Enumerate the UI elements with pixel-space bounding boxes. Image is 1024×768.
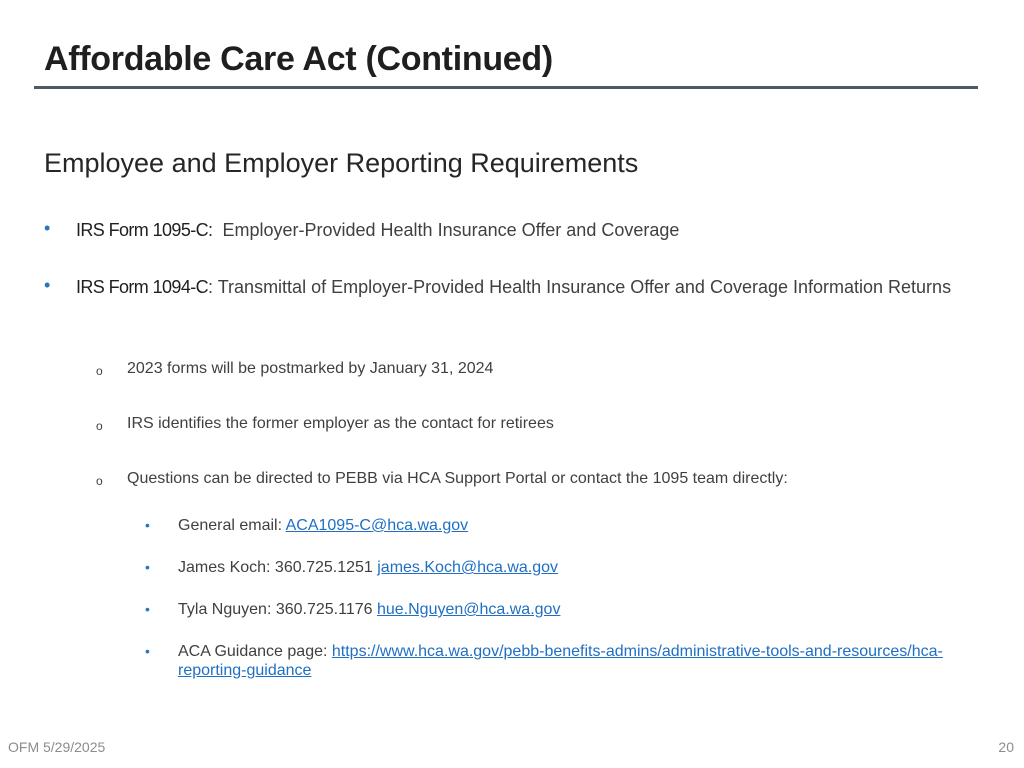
page-number: 20 [998,739,1014,755]
bullet-label: IRS Form 1095-C: [76,220,213,240]
footer-date: OFM 5/29/2025 [8,739,106,755]
bullet-dot-icon: • [145,601,150,617]
contact-label: James Koch: 360.725.1251 [178,559,378,576]
bullet-form-1095c [44,218,964,243]
bullet-dot-icon: • [145,559,150,575]
james-koch-email-link[interactable]: james.Koch@hca.wa.gov [377,559,559,576]
contact-label: General email: [178,517,286,534]
bullet-text: : Transmittal of Employer-Provided Health Insurance Offer and Coverage Information Returns [208,277,952,297]
bullet-text: Employer-Provided Health Insurance Offer and Coverage [222,220,680,240]
bullet-dot-icon: • [44,218,51,238]
contact-james-koch [145,558,945,577]
circle-bullet-icon: o [96,364,103,378]
contact-general-email [145,516,945,535]
bullet-dot-icon: • [44,275,51,295]
aca-guidance-link[interactable]: https://www.hca.wa.gov/pebb-benefits-admins/administrative-tools-and-resources/hca-reporting-guidance [178,643,943,679]
circle-bullet-icon: o [96,474,103,488]
contact-tyla-nguyen [145,600,945,619]
contact-label: Tyla Nguyen: 360.725.1176 [178,601,377,618]
sub-item-text: Questions can be directed to PEBB via HCA Support Portal or contact the 1095 team directly: [127,470,788,487]
bullet-label: IRS Form 1094-C [76,277,209,297]
tyla-nguyen-email-link[interactable]: hue.Nguyen@hca.wa.gov [376,601,561,618]
title-divider [34,86,978,89]
sub-item [96,468,956,490]
sub-item [96,413,956,435]
bullet-form-1094c [44,275,964,300]
bullet-dot-icon: • [145,643,150,659]
contact-aca-guidance [145,642,945,680]
sub-item-text: 2023 forms will be postmarked by January 31, 2024 [127,360,494,377]
contact-label: ACA Guidance page: [178,643,332,660]
bullet-dot-icon: • [145,517,150,533]
general-email-link[interactable]: ACA1095-C@hca.wa.gov [285,517,469,534]
circle-bullet-icon: o [96,419,103,433]
sub-item [96,358,956,380]
sub-item-text: IRS identifies the former employer as the contact for retirees [127,415,554,432]
slide-title: Affordable Care Act (Continued) [44,40,553,78]
slide-subtitle: Employee and Employer Reporting Requirements [44,148,639,178]
